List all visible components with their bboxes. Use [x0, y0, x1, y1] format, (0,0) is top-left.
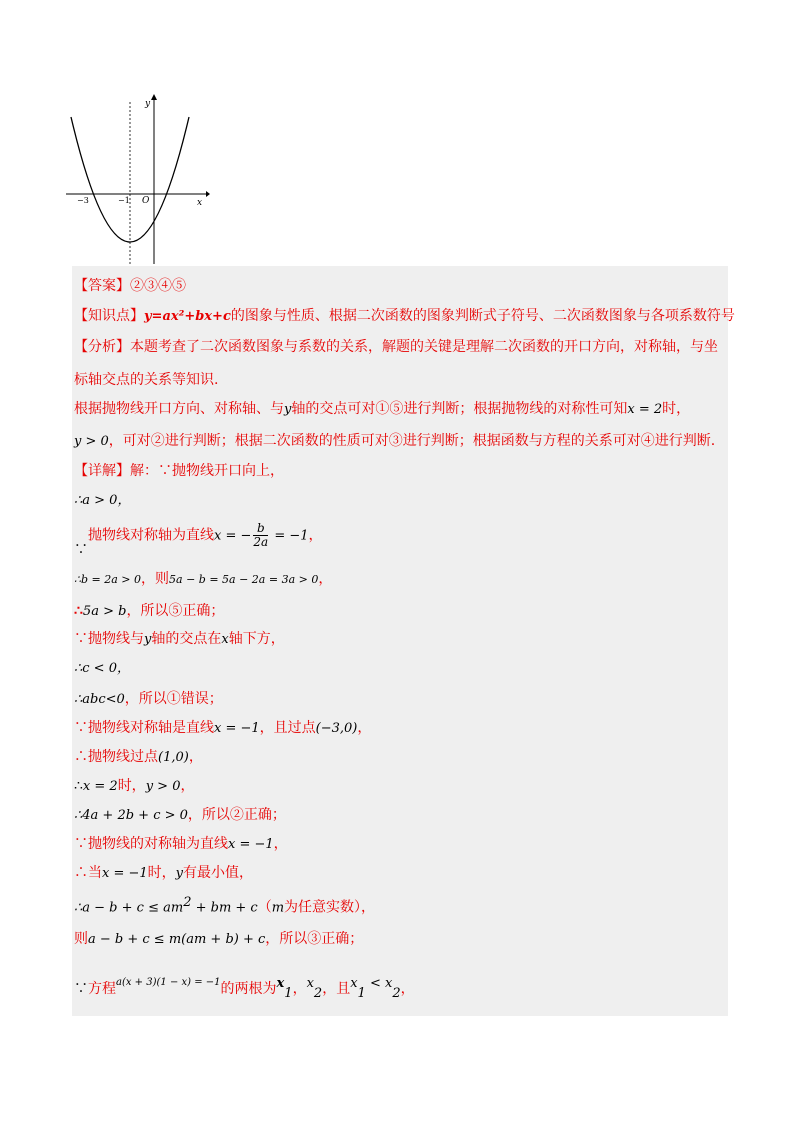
x-axis-label: x [197, 198, 203, 208]
line-abc [74, 690, 223, 709]
math-x-eq: x = − [214, 528, 252, 544]
line-5a-gt-b [74, 602, 224, 621]
ineq-m: m [271, 900, 285, 916]
line-intersection [74, 630, 285, 649]
y-axis-arrow [151, 94, 157, 100]
intersect-x: x [221, 632, 229, 647]
line-through-point [74, 719, 371, 738]
fact-expr: a − b + c ≤ m(am + b) + c [88, 932, 266, 947]
ineq-any-real: 为任意实数）， [284, 899, 376, 916]
min-b: 时， [147, 865, 176, 881]
x-axis-arrow [206, 191, 210, 197]
analysis-text4: ，可对②进行判断；根据二次函数的性质可对③进行判断；根据函数与方程的关系可对④进行判断. [108, 433, 716, 449]
line-a-gt-0 [74, 492, 130, 510]
line-symmetry [74, 522, 323, 558]
roots-equation: a(x + 3)(1 − x) = −1 [116, 977, 221, 988]
x2-comma: ， [180, 778, 195, 794]
tick-neg1: −1 [118, 196, 130, 205]
analysis-line2 [74, 371, 218, 389]
axis-neg1-a: ∵抛物线的对称轴为直线 [74, 836, 228, 852]
knowledge-text: 的图象与性质、根据二次函数的图象判断式子符号、二次函数图象与各项系数符号 [230, 308, 735, 324]
analysis-tag: 【分析】 [74, 339, 130, 355]
through-c: ， [357, 720, 372, 736]
roots-and: ，且 [322, 981, 351, 997]
ineq-sq: 2 [183, 895, 192, 910]
y-axis-label: y [145, 99, 151, 109]
ineq-x1-sub: 1 [357, 985, 366, 1001]
roots-comma1: ， [292, 981, 307, 997]
one-wrong: ，所以①错误； [124, 691, 223, 707]
frac-den: 2a [253, 535, 269, 549]
line-4a2bc [74, 806, 286, 825]
intersect-b: 轴的交点在 [151, 631, 222, 647]
sym-comma: ， [308, 527, 323, 544]
b-2a: ∴b = 2a > 0 [74, 573, 142, 586]
frac-num: b [253, 522, 268, 536]
b-comma: ， [318, 571, 333, 587]
root-x2-sub: 2 [313, 985, 323, 1001]
four-a-2b-c: ∴4a + 2b + c > 0 [74, 808, 188, 823]
line-inequality [74, 894, 375, 918]
c-lt-0: ∴c < 0， [74, 661, 130, 676]
roots-comma2: ， [400, 981, 415, 997]
line-axis-neg1 [74, 835, 288, 854]
answer-value: ②③④⑤ [130, 278, 186, 294]
ineq-paren: （ [257, 899, 272, 916]
ineq-x1: x [350, 976, 358, 991]
root-x2: x [306, 976, 314, 991]
answer-tag: 【答案】 [74, 278, 130, 294]
line-min-value [74, 864, 253, 883]
line-roots [74, 976, 415, 1003]
math-eq-neg1: = −1 [270, 528, 309, 544]
line-b-2a [74, 570, 332, 589]
x2-eq: x = 2 [82, 779, 118, 794]
root-x1: x [276, 976, 285, 991]
five-a-minus-b: 5a − b = 5a − 2a = 3a > 0 [169, 573, 319, 586]
intersect-y: y [144, 632, 152, 647]
ineq-x2-sub: 2 [392, 985, 401, 1001]
therefore-5a: ∴ [74, 603, 83, 619]
origin-label: O [142, 196, 150, 206]
line-factored [74, 930, 363, 949]
analysis-text1: 本题考查了二次函数图象与系数的关系，解题的关键是理解二次函数的开口方向，对称轴，与坐 [130, 339, 718, 355]
math-x-eq-2: x = 2 [627, 402, 663, 417]
min-x-eq: x = −1 [102, 866, 148, 881]
tick-neg3: −3 [77, 196, 89, 205]
analysis-line1 [74, 338, 718, 356]
parabola-graph [66, 92, 210, 264]
point-1-0: (1,0) [158, 750, 189, 765]
axis-neg1-comma: ， [273, 836, 288, 852]
min-c: 有最小值， [183, 865, 254, 881]
detail-line [74, 462, 284, 480]
two-correct: ，所以②正确； [187, 807, 286, 823]
sym-text: 抛物线对称轴为直线 [88, 527, 214, 544]
intersect-c: 轴下方， [228, 631, 285, 647]
min-a: ∴当 [74, 865, 102, 881]
pass-b: ， [188, 749, 203, 765]
detail-text: 解：∵抛物线开口向上， [130, 463, 284, 479]
fact-then: 则 [74, 931, 88, 947]
a-gt-0: ∴a > 0， [74, 493, 131, 508]
math-y-gt-0: y > 0 [74, 434, 109, 449]
analysis-text3c: 时， [662, 401, 691, 417]
ineq-lt-x2: < x [365, 976, 393, 991]
analysis-text3b: 轴的交点可对①⑤进行判断；根据抛物线的对称性可知 [291, 401, 628, 417]
analysis-line4 [74, 432, 715, 451]
five-correct: ，所以⑤正确； [126, 603, 225, 619]
analysis-text3a: 根据抛物线开口方向、对称轴、与 [74, 401, 284, 417]
intersect-a: ∵抛物线与 [74, 631, 144, 647]
analysis-line3 [74, 400, 690, 419]
root-x1-sub: 1 [284, 985, 293, 1001]
abc-lt-0: ∴abc<0 [74, 692, 125, 707]
point-neg3-0: (−3,0) [315, 721, 358, 736]
roots-because: ∵ [74, 981, 88, 997]
through-b: ，且过点 [259, 720, 316, 736]
ineq-b: + bm + c [191, 900, 258, 916]
then-text: ，则 [141, 571, 170, 587]
knowledge-tag: 【知识点】 [74, 308, 144, 324]
answer-line [74, 277, 186, 295]
ineq-a: ∴a − b + c ≤ am [74, 900, 184, 916]
pass-a: ∴抛物线过点 [74, 749, 158, 765]
through-a: ∵抛物线对称轴是直线 [74, 720, 214, 736]
detail-tag: 【详解】 [74, 463, 130, 479]
five-a-gt-b: 5a > b [82, 604, 127, 619]
roots-two: 的两根为 [220, 981, 277, 997]
through-x-neg1: x = −1 [214, 721, 260, 736]
fraction-b-2a [253, 522, 268, 549]
x2-when: 时， [117, 778, 146, 794]
line-pass-1-0 [74, 748, 203, 767]
x2-y-gt-0: y > 0 [145, 779, 181, 794]
min-y: y [175, 866, 184, 881]
line-x-2 [74, 777, 194, 796]
analysis-text2: 标轴交点的关系等知识. [74, 372, 219, 388]
three-correct: ，所以③正确； [265, 931, 364, 947]
because-sym: ∵ [74, 541, 88, 558]
knowledge-formula: y=ax²+bx+c [144, 309, 231, 324]
math-y: y [284, 402, 292, 417]
axis-neg1-eq: x = −1 [228, 837, 274, 852]
knowledge-line [74, 307, 735, 326]
roots-equation-word: 方程 [88, 981, 116, 997]
x2-therefore: ∴ [74, 778, 83, 794]
line-c-lt-0 [74, 660, 130, 678]
